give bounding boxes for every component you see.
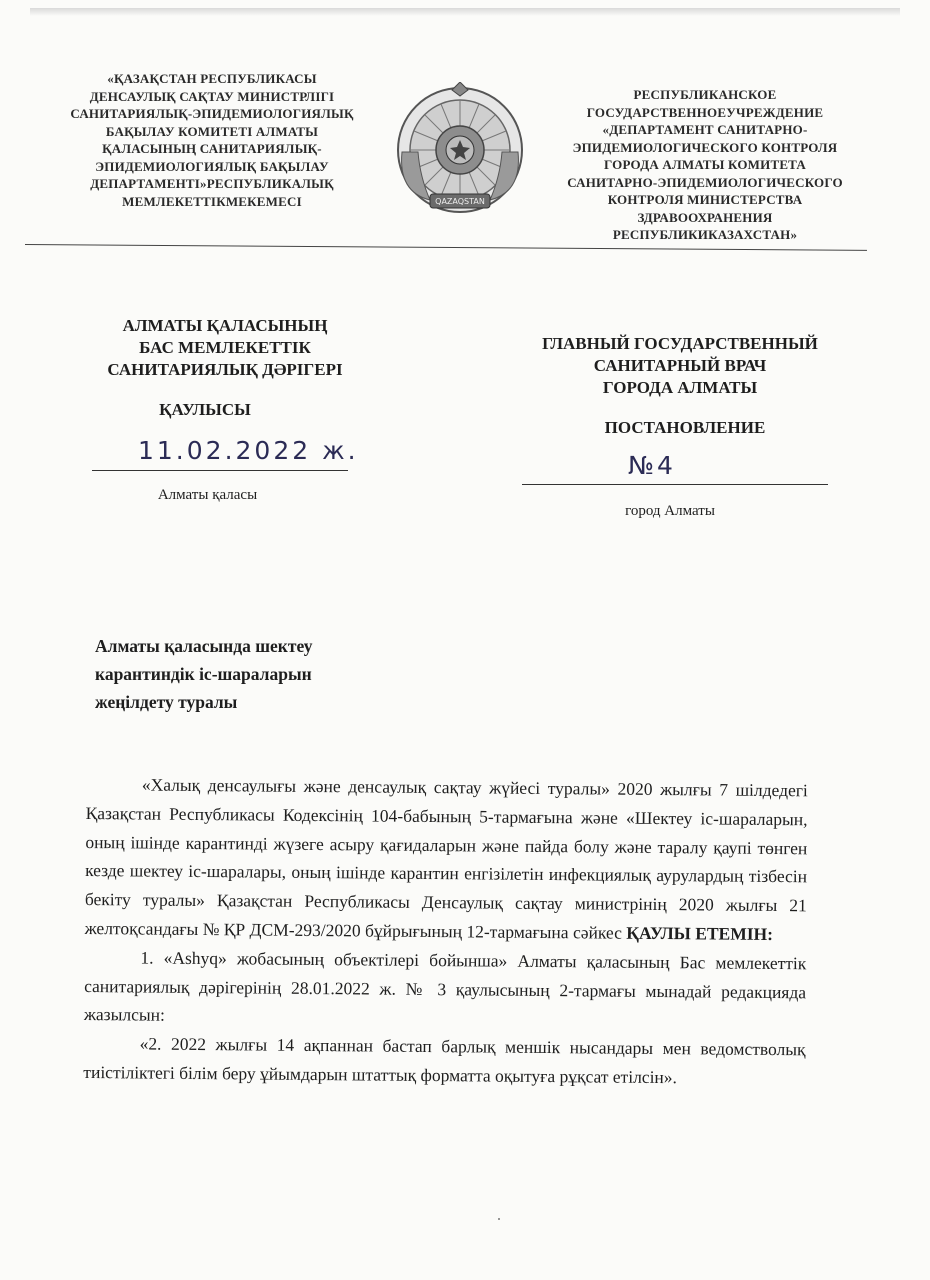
decree-label-russian: ПОСТАНОВЛЕНИЕ [604, 418, 766, 437]
header-left-kazakh [62, 70, 362, 210]
body-paragraph-2: 1. «Ashyq» жобасының объектілері бойынша» Алматы қаласының Бас мемлекеттік санитариялық дәрігерінің 28.01.2022 ж. № 3 қаулысының 2-тармағы мынадай редакцияда жазылсын: [83, 947, 807, 1026]
scan-speck [498, 1218, 500, 1220]
decree-body [83, 770, 808, 1093]
title-right-line: ГЛАВНЫЙ ГОСУДАРСТВЕННЫЙ [542, 334, 818, 353]
title-left-line: САНИТАРИЯЛЫҚ ДӘРІГЕРІ [107, 360, 343, 379]
body-p1-bold: ҚАУЛЫ ЕТЕМІН: [626, 922, 774, 944]
subject-line: Алматы қаласында шектеу [95, 636, 313, 656]
city-kazakh: Алматы қаласы [157, 487, 258, 503]
decree-label-kazakh: ҚАУЛЫСЫ [159, 400, 251, 419]
header-left-line: ДЕПАРТАМЕНТІ»РЕСПУБЛИКАЛЫҚ [90, 176, 334, 191]
header-left-line: ДЕНСАУЛЫҚ САҚТАУ МИНИСТРЛІГІ [89, 88, 335, 104]
date-underline [92, 470, 348, 471]
title-left-line: АЛМАТЫ ҚАЛАСЫНЫҢ [122, 316, 328, 335]
city-russian: город Алматы [625, 503, 715, 519]
header-left-line: САНИТАРИЯЛЫҚ-ЭПИДЕМИОЛОГИЯЛЫҚ [70, 106, 354, 121]
header-right-line: ГОСУДАРСТВЕННОЕУЧРЕЖДЕНИЕ [586, 104, 824, 120]
handwritten-number: №4 [628, 451, 676, 480]
header-right-line: ЭПИДЕМИОЛОГИЧЕСКОГО КОНТРОЛЯ [572, 139, 838, 155]
decree-subject [95, 632, 395, 716]
header-right-line: РЕСПУБЛИКАНСКОЕ [633, 87, 777, 102]
title-right-line: САНИТАРНЫЙ ВРАЧ [593, 356, 767, 375]
emblem-text: QAZAQSTAN [435, 197, 485, 206]
body-p1-text: «Халық денсаулығы және денсаулық сақтау жүйесі туралы» 2020 жылғы 7 шілдедегі Қазақстан Республикасы Кодексінің 104-бабының 5-тармағына және «Шектеу іс-шараларын, оның ішінде карантинді жүзеге асыру қағидаларын және пайда болу және таралу қаупі төнген кезде шектеу іс-шаралары, оның ішінде карантин енгізілетін инфекциялық аурулардың тізбесін бекіту туралы» Қазақстан Республикасы Денсаулық сақтау министрінің 2020 жылғы 21 желтоқсандағы № ҚР ДСМ-293/2020 бұйрығының 12-тармағына сәйкес [84, 774, 808, 943]
header-right-russian [555, 86, 855, 244]
body-paragraph-3: «2. 2022 жылғы 14 ақпаннан бастап барлық меншік нысандары мен ведомстволық тиістіліктегі білім беру ұйымдарын штаттық форматта оқытуға рұқсат етілсін». [83, 1033, 806, 1088]
header-right-line: ГОРОДА АЛМАТЫ КОМИТЕТА [604, 157, 806, 172]
subject-line: карантиндік іс-шараларын [95, 664, 312, 684]
header-left-line: «ҚАЗАҚСТАН РЕСПУБЛИКАСЫ [107, 71, 317, 86]
header-left-line: БАҚЫЛАУ КОМИТЕТІ АЛМАТЫ [105, 123, 319, 139]
scan-shadow [30, 8, 900, 16]
title-left-line: БАС МЕМЛЕКЕТТІК [139, 338, 311, 357]
number-underline [522, 484, 828, 485]
header-right-line: РЕСПУБЛИКИКАЗАХСТАН» [612, 227, 798, 242]
header-right-line: КОНТРОЛЯ МИНИСТЕРСТВА [607, 192, 803, 207]
subject-line: жеңілдету туралы [95, 692, 238, 712]
handwritten-date: 11.02.2022 ж. [138, 436, 359, 465]
header-right-line: «ДЕПАРТАМЕНТ САНИТАРНО- [602, 122, 808, 137]
title-right-line: ГОРОДА АЛМАТЫ [602, 378, 758, 397]
official-title-kazakh [70, 315, 380, 381]
header-divider [25, 244, 867, 251]
body-paragraph-1 [84, 770, 807, 949]
header-right-line: САНИТАРНО-ЭПИДЕМИОЛОГИЧЕСКОГО [567, 174, 843, 190]
header-right-line: ЗДРАВООХРАНЕНИЯ [637, 209, 773, 225]
header-left-line: ҚАЛАСЫНЫҢ САНИТАРИЯЛЫҚ- [102, 141, 322, 156]
header-left-line: ЭПИДЕМИОЛОГИЯЛЫҚ БАҚЫЛАУ [95, 158, 329, 174]
state-emblem-icon [390, 82, 530, 224]
official-title-russian [515, 333, 845, 399]
header-left-line: МЕМЛЕКЕТТІКМЕКЕМЕСІ [122, 193, 302, 209]
